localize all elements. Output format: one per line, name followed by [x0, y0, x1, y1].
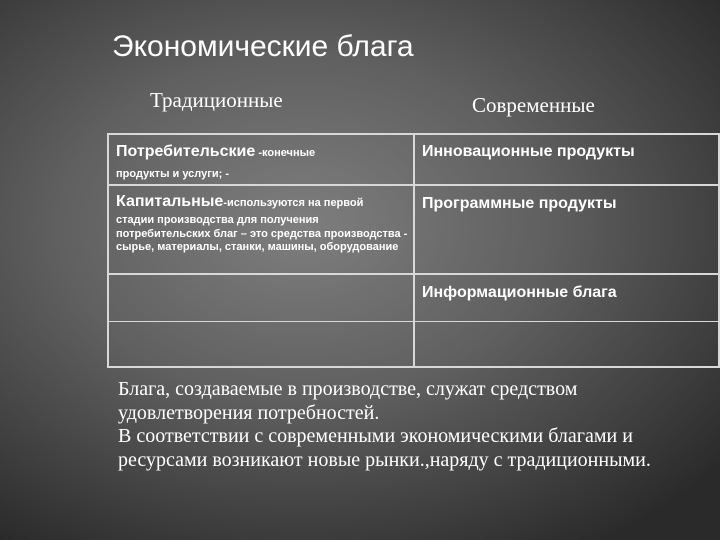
- slide-title: Экономические блага: [112, 30, 414, 63]
- subtitle-traditional: Традиционные: [150, 88, 283, 112]
- cell-innovative-products: Инновационные продукты: [422, 143, 635, 160]
- capital-goods-heading: Капитальные: [116, 193, 224, 210]
- paragraph-line-1: Блага, создаваемые в производстве, служат средством удовлетворения потребностей.: [118, 378, 578, 424]
- cell-information-goods: Информационные блага: [422, 284, 617, 301]
- body-paragraph: [118, 378, 708, 472]
- consumer-goods-detail: продукты и услуги; -: [116, 168, 229, 180]
- capital-goods-detail: стадии производства для получения потребительских благ – это средства производства - сырье, материалы, станки, машины, оборудование: [116, 214, 408, 253]
- subtitle-modern: Современные: [472, 93, 595, 117]
- table-border-left: [107, 133, 109, 368]
- consumer-goods-heading: Потребительские: [116, 143, 256, 160]
- consumer-goods-inline-detail: -конечные: [255, 147, 316, 159]
- cell-consumer-goods: [116, 143, 411, 181]
- paragraph-line-2: В соответствии с современными экономическими благами и ресурсами возникают новые рынки.,наряду с традиционными.: [118, 425, 651, 471]
- table-column-divider: [413, 133, 415, 368]
- cell-capital-goods: [116, 195, 411, 255]
- cell-software-products: Программные продукты: [422, 195, 617, 212]
- capital-goods-inline-detail: -используются на первой: [223, 197, 364, 209]
